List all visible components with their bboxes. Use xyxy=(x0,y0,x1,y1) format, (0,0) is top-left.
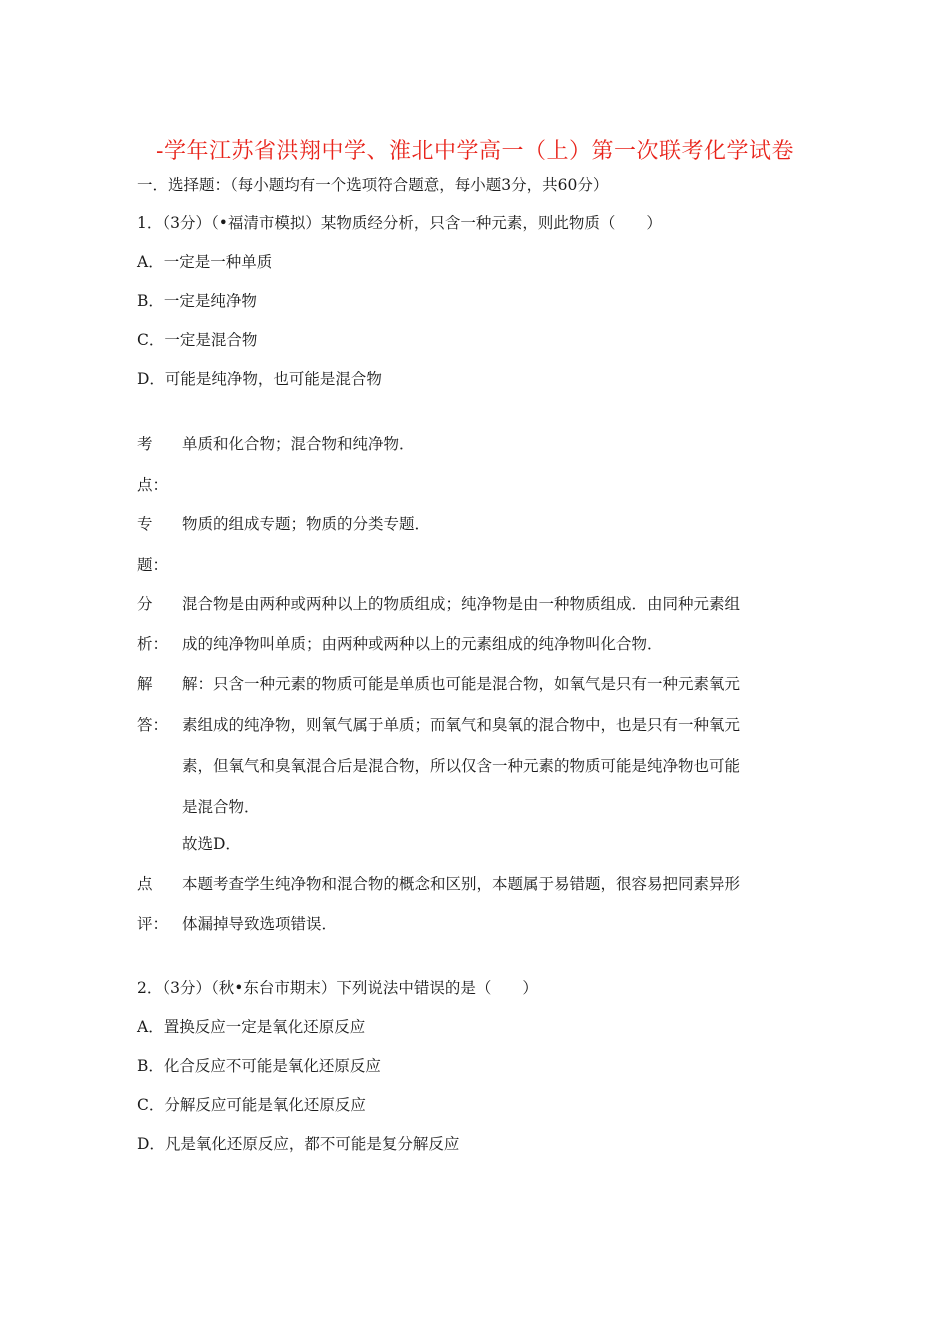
jieda-text-line-4: 是混合物． xyxy=(182,798,260,816)
jieda-text-line-3: 素，但氧气和臭氧混合后是混合物，所以仅含一种元素的物质可能是纯净物也可能 xyxy=(182,757,741,775)
fenxi-label-1: 分 xyxy=(137,595,153,613)
question-2-option-d: D．凡是氧化还原反应，都不可能是复分解反应 xyxy=(137,1135,460,1153)
zhuanti-label-2: 题： xyxy=(137,556,169,574)
jieda-text-line-2: 素组成的纯净物，则氧气属于单质；而氧气和臭氧的混合物中，也是只有一种氧元 xyxy=(182,716,741,734)
fenxi-text-line-2: 成的纯净物叫单质；由两种或两种以上的元素组成的纯净物叫化合物． xyxy=(182,635,663,653)
dianping-label-2: 评： xyxy=(137,915,169,933)
question-1-option-b: B．一定是纯净物 xyxy=(137,292,257,310)
jieda-text-line-5: 故选D． xyxy=(182,835,241,853)
kaodian-text: 单质和化合物；混合物和纯净物． xyxy=(182,435,415,453)
page-title: -学年江苏省洪翔中学、淮北中学高一（上）第一次联考化学试卷 xyxy=(156,139,794,164)
question-2-option-b: B．化合反应不可能是氧化还原反应 xyxy=(137,1057,381,1075)
jieda-text-line-1: 解：只含一种元素的物质可能是单质也可能是混合物，如氧气是只有一种元素氧元 xyxy=(182,675,741,693)
question-2-stem: 2．（3分）（秋•东台市期末）下列说法中错误的是（ ） xyxy=(137,979,538,997)
dianping-text-line-1: 本题考查学生纯净物和混合物的概念和区别，本题属于易错题，很容易把同素异形 xyxy=(182,875,741,893)
dianping-text-line-2: 体漏掉导致选项错误． xyxy=(182,915,338,933)
zhuanti-label-1: 专 xyxy=(137,515,153,533)
question-1-option-a: A．一定是一种单质 xyxy=(137,253,273,271)
question-2-option-c: C．分解反应可能是氧化还原反应 xyxy=(137,1096,366,1114)
fenxi-label-2: 析： xyxy=(137,635,169,653)
fenxi-text-line-1: 混合物是由两种或两种以上的物质组成；纯净物是由一种物质组成．由同种元素组 xyxy=(182,595,741,613)
jieda-label-1: 解 xyxy=(137,675,153,693)
question-2-option-a: A．置换反应一定是氧化还原反应 xyxy=(137,1018,366,1036)
question-1-stem: 1．（3分）（•福清市模拟）某物质经分析，只含一种元素，则此物质（ ） xyxy=(137,214,662,232)
kaodian-label-1: 考 xyxy=(137,435,153,453)
question-1-option-c: C．一定是混合物 xyxy=(137,331,258,349)
dianping-label-1: 点 xyxy=(137,875,153,893)
jieda-label-2: 答： xyxy=(137,716,169,734)
zhuanti-text: 物质的组成专题；物质的分类专题． xyxy=(182,515,431,533)
kaodian-label-2: 点： xyxy=(137,476,169,494)
section-heading: 一．选择题：（每小题均有一个选项符合题意，每小题3分，共60分） xyxy=(137,176,609,194)
question-1-option-d: D．可能是纯净物，也可能是混合物 xyxy=(137,370,382,388)
